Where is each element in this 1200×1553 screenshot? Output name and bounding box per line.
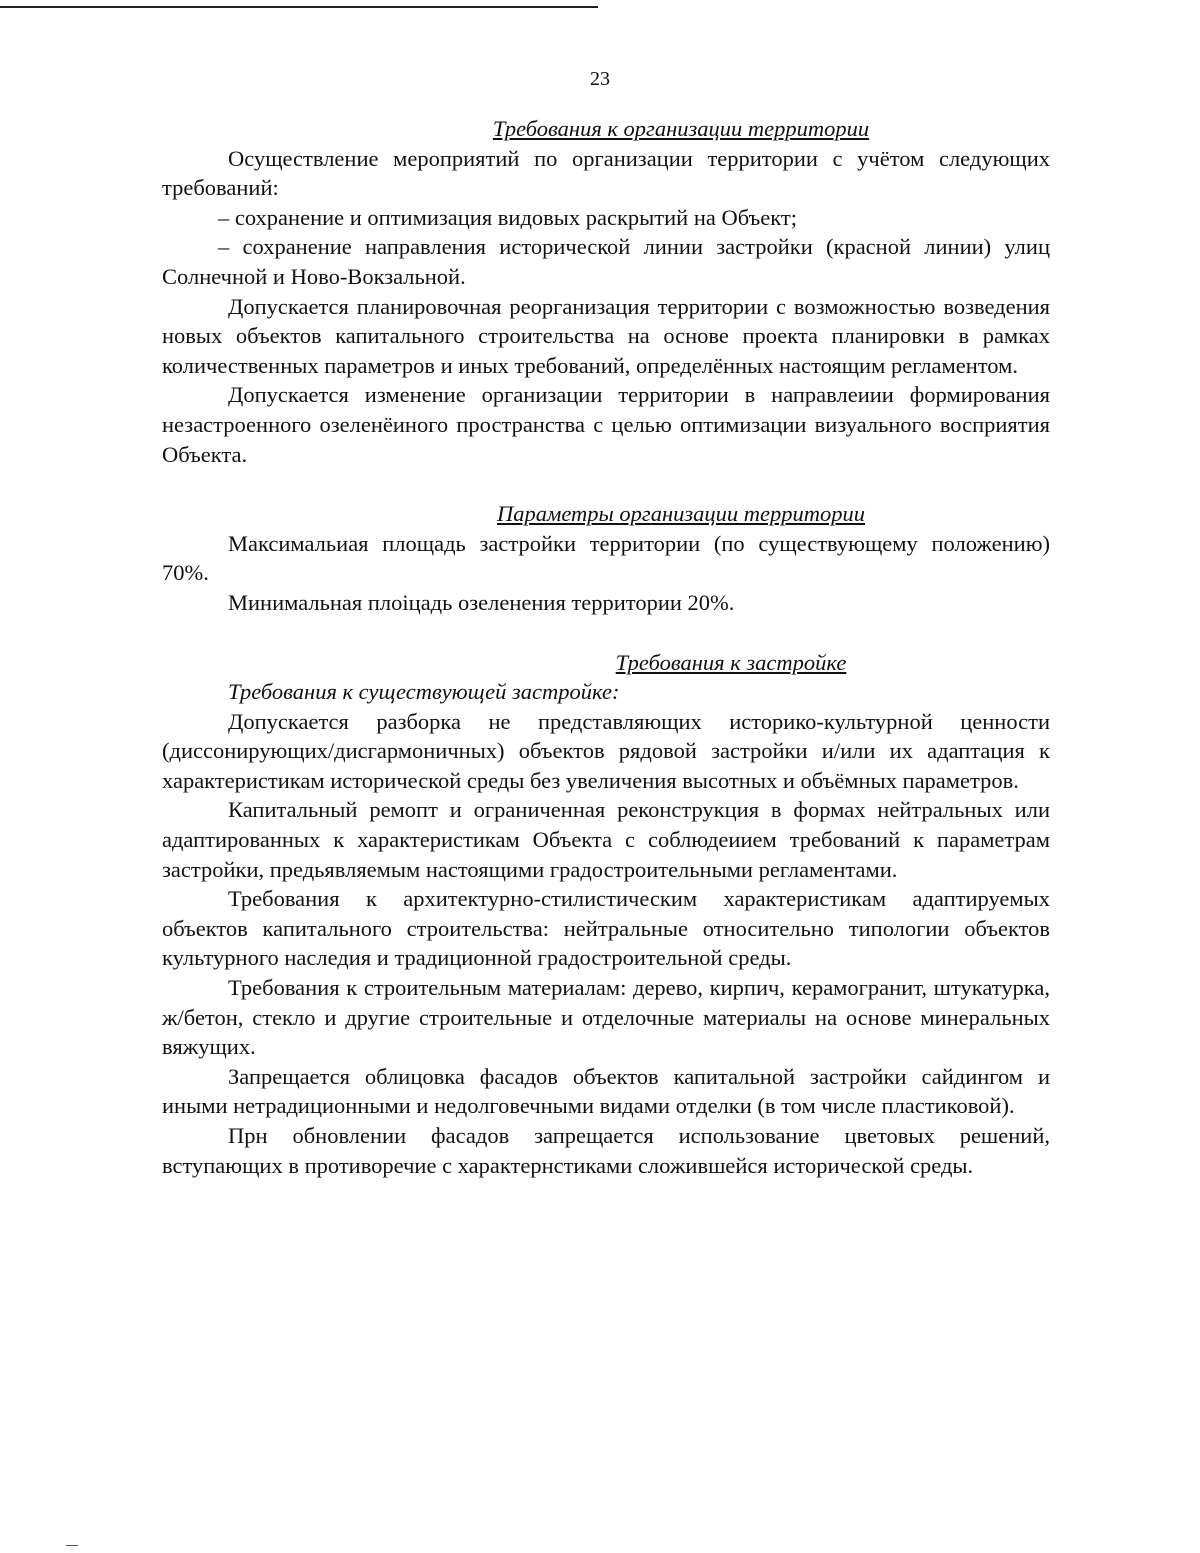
paragraph-style: Требования к архитектурно-стилистическим характеристикам адаптируемых объектов капитального строительства: нейтральные относительно типологии объектов культурного наследия и традиционной градостроительной среды. bbox=[162, 886, 1050, 971]
paragraph-repair: Капитальный ремопт и ограниченная реконструкция в формах нейтральных или адаптированных к характеристикам Объекта с соблюдеиием требований к параметрам застройки, предьявляемым настоящими градостроительными регламентами. bbox=[162, 797, 1050, 882]
paragraph-materials: Требования к строительным материалам: дерево, кирпич, керамогранит, штукатурка, ж/бетон, стекло и другие строительные и отделочные материалы на основе минеральных вяжущих. bbox=[162, 975, 1050, 1060]
paragraph-reorganization: Допускается планировочная реорганизация территории с возможностью возведения новых объектов капитального строительства на основе проекта планировки в рамках количественных параметров и иных требований, определённых настоящим регламентом. bbox=[162, 293, 1050, 378]
document-body bbox=[162, 114, 1050, 1180]
paragraph-min-green-area: Минимальная плоіцадь озеленения территории 20%. bbox=[228, 589, 735, 615]
paragraph-cladding: Запрещается облицовка фасадов объектов капитальной застройки сайдингом и иными нетрадиционными и недолговечными видами отделки (в том числе пластиковой). bbox=[162, 1063, 1050, 1119]
paragraph-max-built-area: Максимальиая площадь застройки территории (по существующему положению) 70%. bbox=[162, 530, 1050, 586]
margin-mark bbox=[66, 1545, 78, 1546]
section-heading-buildings: Требования к застройке bbox=[615, 649, 847, 675]
paragraph-demolition: Допускается разборка не представляющих историко-культурной ценности (диссонирующих/дисгармоничных) объектов рядовой застройки и/или их адаптация к характеристикам исторической среды без увеличения высотных и объёмных параметров. bbox=[162, 708, 1050, 793]
paragraph-green-space: Допускается изменение организации территории в направлеиии формирования незастроенного озеленёиного пространства с целью оптимизации визуального восприятия Объекта. bbox=[162, 382, 1050, 467]
paragraph-intro: Осуществление мероприятий по организации территории с учётом следующих требований: bbox=[162, 145, 1050, 201]
section-heading-parameters: Параметры организации территории bbox=[497, 501, 865, 527]
top-rule bbox=[0, 6, 598, 8]
paragraph-facade-colors: Прн обновлении фасадов запрещается использование цветовых решений, вступающих в противоречие с характернстиками сложившейся исторической среды. bbox=[162, 1123, 1050, 1178]
list-item-building-line: – сохранение направления исторической линии застройки (красной линии) улиц Солнечной и Ново-Вокзальной. bbox=[162, 234, 1050, 289]
section-heading-organization: Требования к организации территории bbox=[492, 116, 870, 141]
list-item-viewpoints: – сохранение и оптимизация видовых раскрытий на Объект; bbox=[218, 204, 797, 230]
page-number: 23 bbox=[590, 68, 610, 90]
subheading-existing-buildings: Требования к существующей застройке: bbox=[228, 679, 620, 705]
